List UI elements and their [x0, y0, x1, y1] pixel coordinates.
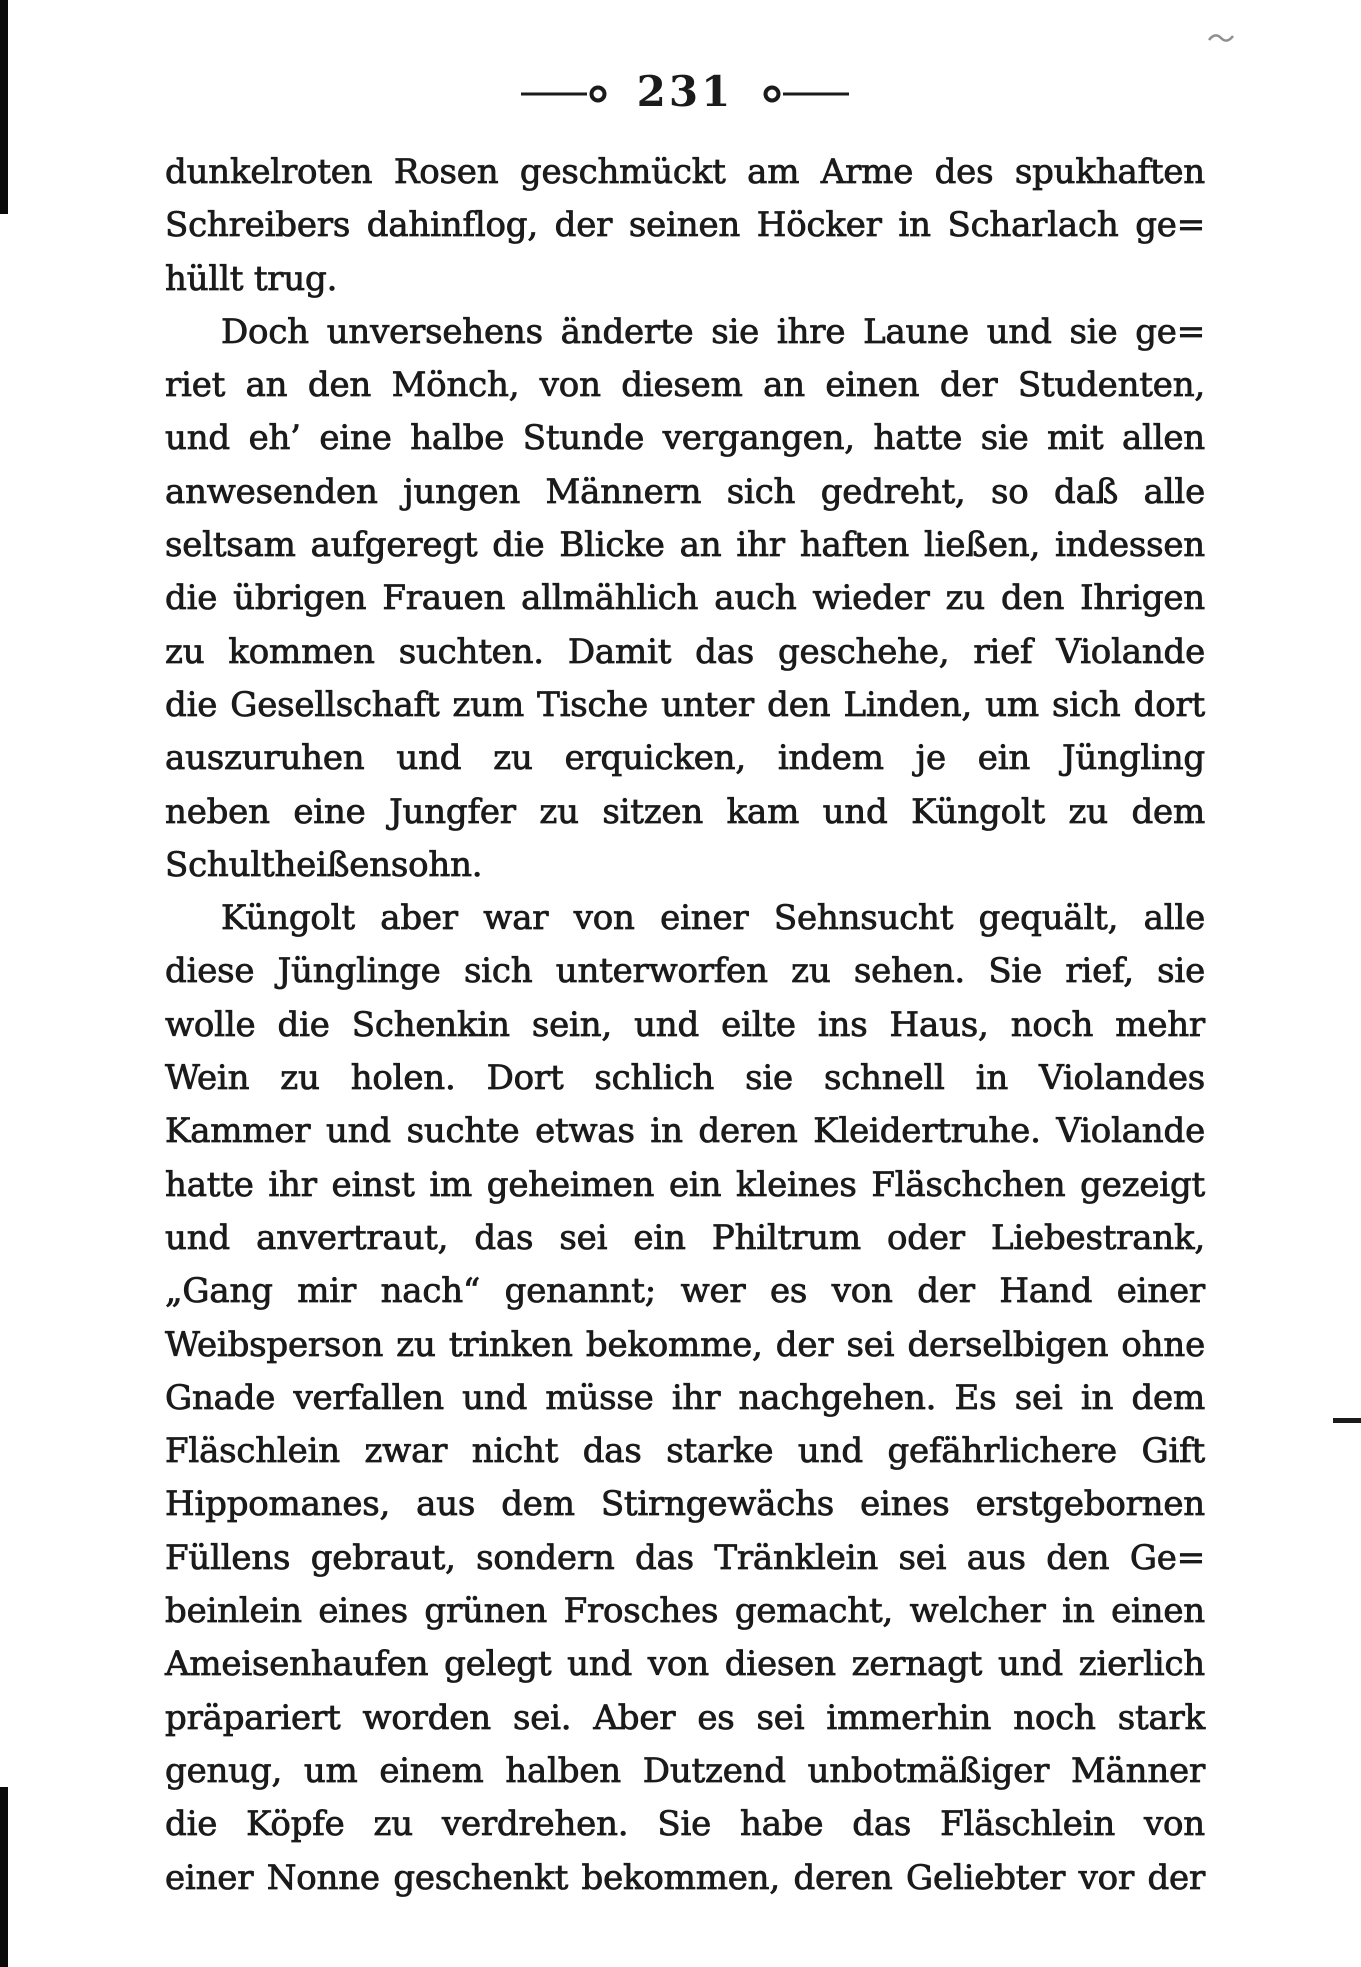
text-line: Kammer und suchte etwas in deren Kleidertruhe. Violande [165, 1111, 1205, 1152]
text-line: und anvertraut, das sei ein Philtrum oder Liebestrank, [165, 1217, 1205, 1258]
text-block [165, 146, 1205, 1905]
text-line: und eh’ eine halbe Stunde vergangen, hatte sie mit allen [165, 418, 1205, 459]
text-line: Weibsperson zu trinken bekomme, der sei derselbigen ohne [165, 1324, 1205, 1365]
text-line: hatte ihr einst im geheimen ein kleines Fläschchen gezeigt [165, 1164, 1205, 1205]
scan-artifact-bar-top-left [0, 0, 8, 214]
scan-artifact-edge-dash [1333, 1418, 1361, 1423]
header-flourish-right-icon [761, 84, 851, 104]
text-line: hüllt trug. [165, 258, 338, 299]
text-line: Schultheißensohn. [165, 844, 483, 885]
text-line: genug, um einem halben Dutzend unbotmäßiger Männer [165, 1750, 1205, 1791]
text-line: diese Jünglinge sich unterworfen zu sehen. Sie rief, sie [165, 951, 1205, 992]
text-line: auszuruhen und zu erquicken, indem je ein Jüngling [165, 738, 1205, 779]
text-line: die Köpfe zu verdrehen. Sie habe das Fläschlein von [165, 1804, 1205, 1845]
scan-artifact-bar-bottom-left [0, 1787, 8, 1967]
page-header [165, 68, 1205, 120]
text-line: seltsam aufgeregt die Blicke an ihr haften ließen, indessen [165, 525, 1205, 566]
text-line: Doch unversehens änderte sie ihre Laune und sie ge= [221, 311, 1205, 352]
text-line: wolle die Schenkin sein, und eilte ins Haus, noch mehr [165, 1004, 1205, 1045]
page-number: 231 [636, 67, 734, 116]
text-line: zu kommen suchten. Damit das geschehe, rief Violande [165, 631, 1205, 672]
text-line: einer Nonne geschenkt bekommen, deren Geliebter vor der [165, 1857, 1205, 1898]
text-line: „Gang mir nach“ genannt; wer es von der Hand einer [165, 1271, 1205, 1312]
text-line: Fläschlein zwar nicht das starke und gefährlichere Gift [165, 1431, 1205, 1472]
text-line: Gnade verfallen und müsse ihr nachgehen. Es sei in dem [165, 1377, 1205, 1418]
text-line: Küngolt aber war von einer Sehnsucht gequält, alle [221, 898, 1205, 939]
text-line: dunkelroten Rosen geschmückt am Arme des spukhaften [165, 152, 1205, 192]
text-line: Hippomanes, aus dem Stirngewächs eines erstgebornen [165, 1484, 1205, 1525]
text-line: die übrigen Frauen allmählich auch wieder zu den Ihrigen [165, 578, 1205, 619]
header-flourish-left-icon [519, 84, 609, 104]
text-line: riet an den Mönch, von diesem an einen der Studenten, [165, 365, 1205, 406]
scan-artifact-tilde-mark [1208, 30, 1234, 49]
text-line: Füllens gebraut, sondern das Tränklein sei aus den Ge= [165, 1537, 1205, 1578]
text-line: Ameisenhaufen gelegt und von diesen zernagt und zierlich [165, 1644, 1205, 1685]
text-line: die Gesellschaft zum Tische unter den Linden, um sich dort [165, 684, 1205, 725]
text-line: präpariert worden sei. Aber es sei immerhin noch stark [165, 1697, 1205, 1738]
text-line: anwesenden jungen Männern sich gedreht, so daß alle [165, 471, 1205, 512]
text-line: Schreibers dahinflog, der seinen Höcker in Scharlach ge= [165, 205, 1205, 246]
text-line: neben eine Jungfer zu sitzen kam und Küngolt zu dem [165, 791, 1205, 832]
text-line: Wein zu holen. Dort schlich sie schnell in Violandes [165, 1058, 1205, 1099]
text-line: beinlein eines grünen Frosches gemacht, welcher in einen [165, 1591, 1205, 1632]
